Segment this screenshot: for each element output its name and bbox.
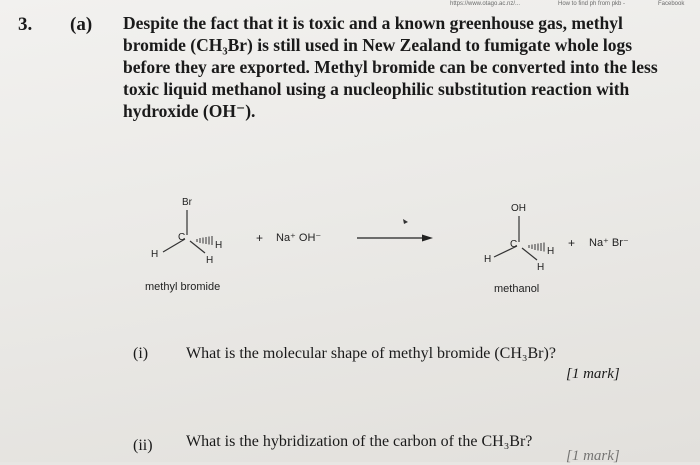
methyl-bromide-structure bbox=[163, 210, 212, 253]
product-name: methanol bbox=[494, 283, 540, 295]
atom-c: C bbox=[178, 232, 186, 243]
tab-text: How to find ph from pkb - bbox=[558, 1, 626, 7]
atom-h-left: H bbox=[484, 254, 492, 265]
subquestion-text: What is the molecular shape of methyl bromide (CH₃Br)? bbox=[186, 345, 556, 362]
question-part: (a) bbox=[70, 14, 93, 35]
intro-line: bromide (CH₃Br) is still used in New Zealand to fumigate whole logs bbox=[123, 35, 633, 55]
byproduct-label: Na⁺ Br⁻ bbox=[589, 237, 629, 249]
reactant-name: methyl bromide bbox=[145, 281, 221, 293]
subquestion-text: What is the hybridization of the carbon of the CH₃Br? bbox=[186, 433, 533, 450]
question-number: 3. bbox=[18, 14, 33, 35]
atom-h-bottom: H bbox=[206, 255, 214, 266]
atom-oh: OH bbox=[511, 203, 526, 214]
intro-line: before they are exported. Methyl bromide can be converted into the less bbox=[123, 57, 658, 77]
intro-line: hydroxide (OH⁻). bbox=[123, 101, 256, 121]
intro-line: toxic liquid methanol using a nucleophilic substitution reaction with bbox=[123, 79, 630, 99]
plus-sign: + bbox=[568, 236, 576, 250]
url-text: https://www.otago.ac.nz/... bbox=[450, 1, 521, 7]
atom-c: C bbox=[510, 239, 518, 250]
mark-allocation: [1 mark] bbox=[566, 448, 620, 464]
atom-br: Br bbox=[182, 197, 192, 208]
subquestion-number: (i) bbox=[133, 345, 149, 362]
hash-wedge-bond bbox=[529, 243, 544, 252]
atom-h-wedge: H bbox=[215, 240, 223, 251]
intro-line: Despite the fact that it is toxic and a known greenhouse gas, methyl bbox=[123, 13, 623, 33]
reaction-arrow bbox=[357, 219, 433, 242]
subquestion-number: (ii) bbox=[133, 437, 153, 454]
site-text: Facebook bbox=[658, 1, 685, 7]
plus-sign: + bbox=[256, 231, 264, 245]
methanol-structure bbox=[494, 216, 544, 260]
hash-wedge-bond bbox=[197, 236, 212, 245]
atom-h-left: H bbox=[151, 249, 159, 260]
mark-allocation: [1 mark] bbox=[566, 366, 620, 382]
reagent-label: Na⁺ OH⁻ bbox=[276, 232, 322, 244]
atom-h-wedge: H bbox=[547, 246, 555, 257]
atom-h-bottom: H bbox=[537, 262, 545, 273]
